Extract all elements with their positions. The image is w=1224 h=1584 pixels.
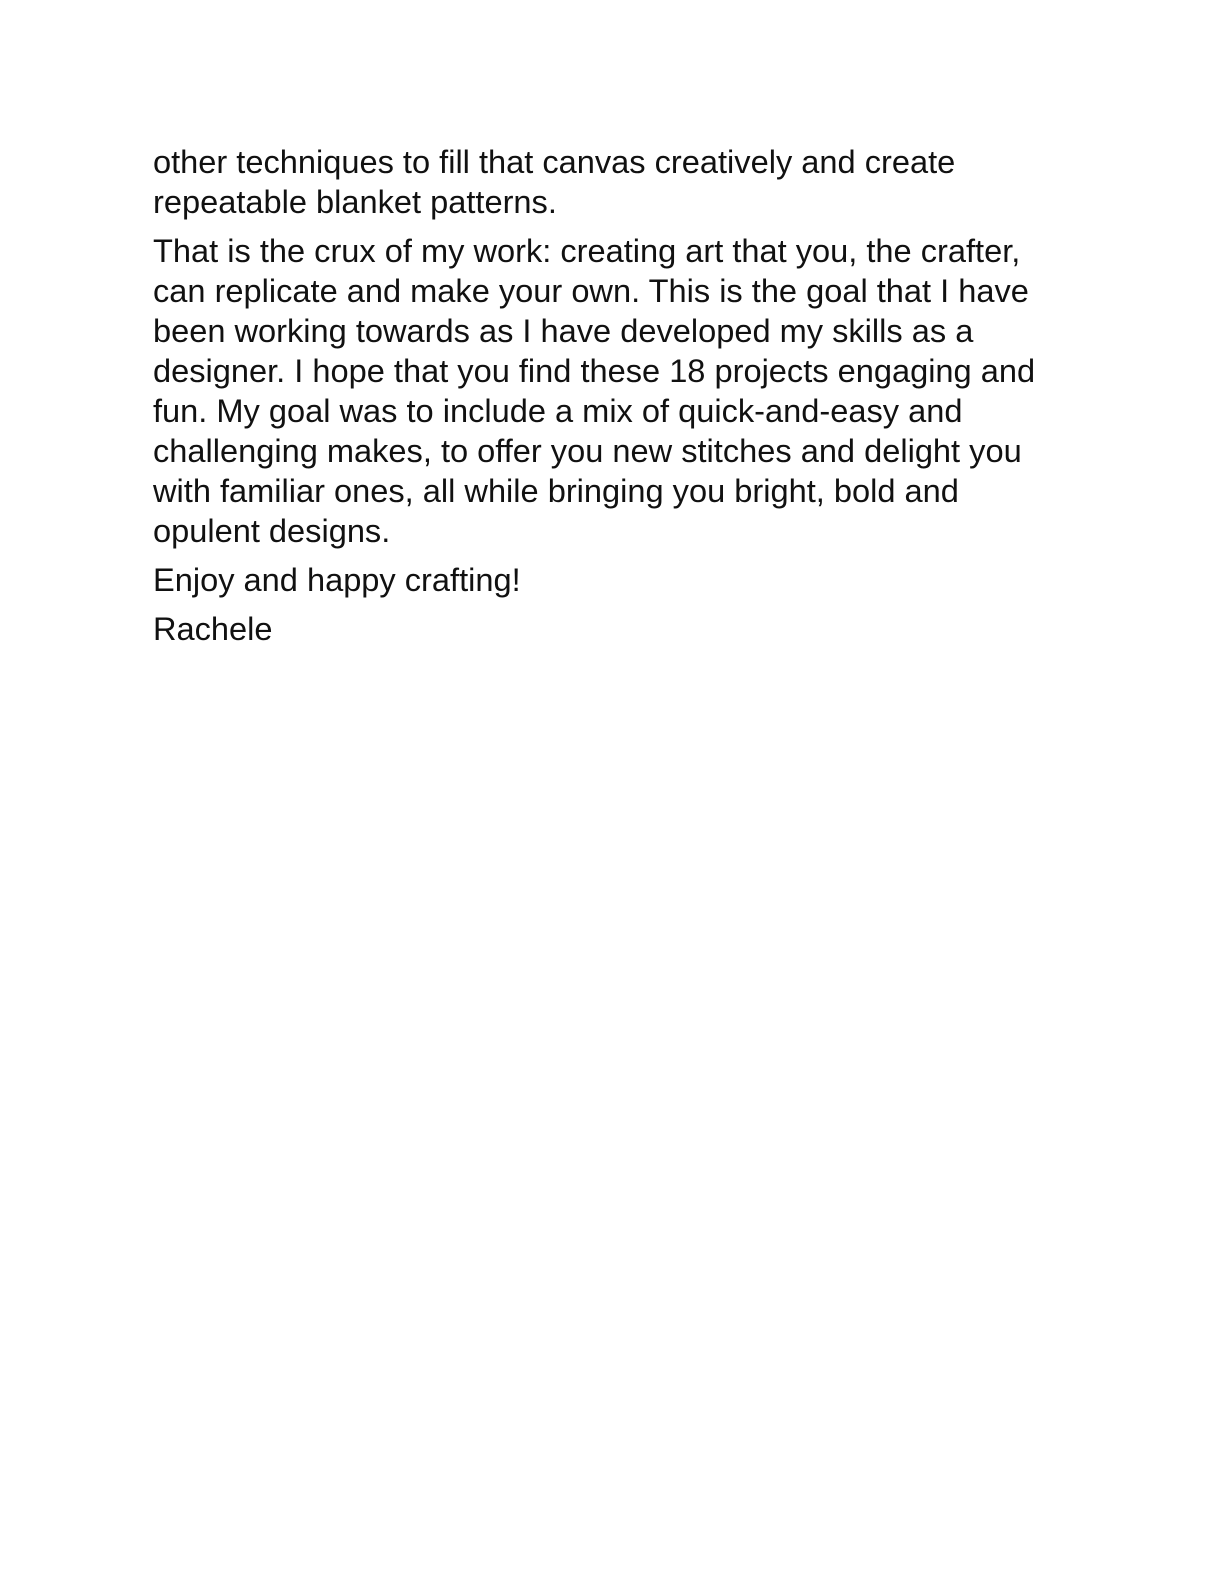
paragraph-crux: That is the crux of my work: creating art that you, the crafter, can replicate and make your own. This is the goal that I have been working towards as I have developed my skills as a designer. I hope that you find these 18 projects engaging and fun. My goal was to include a mix of quick-and-easy and challenging makes, to offer you new stitches and delight you with familiar ones, all while bringing you bright, bold and opulent designs. [153, 232, 1036, 549]
signature-name: Rachele [153, 610, 273, 647]
closing-line: Enjoy and happy crafting! [153, 561, 521, 598]
body-text [153, 142, 1073, 658]
paragraph-continuation: other techniques to fill that canvas creatively and create repeatable blanket patterns. [153, 143, 956, 220]
